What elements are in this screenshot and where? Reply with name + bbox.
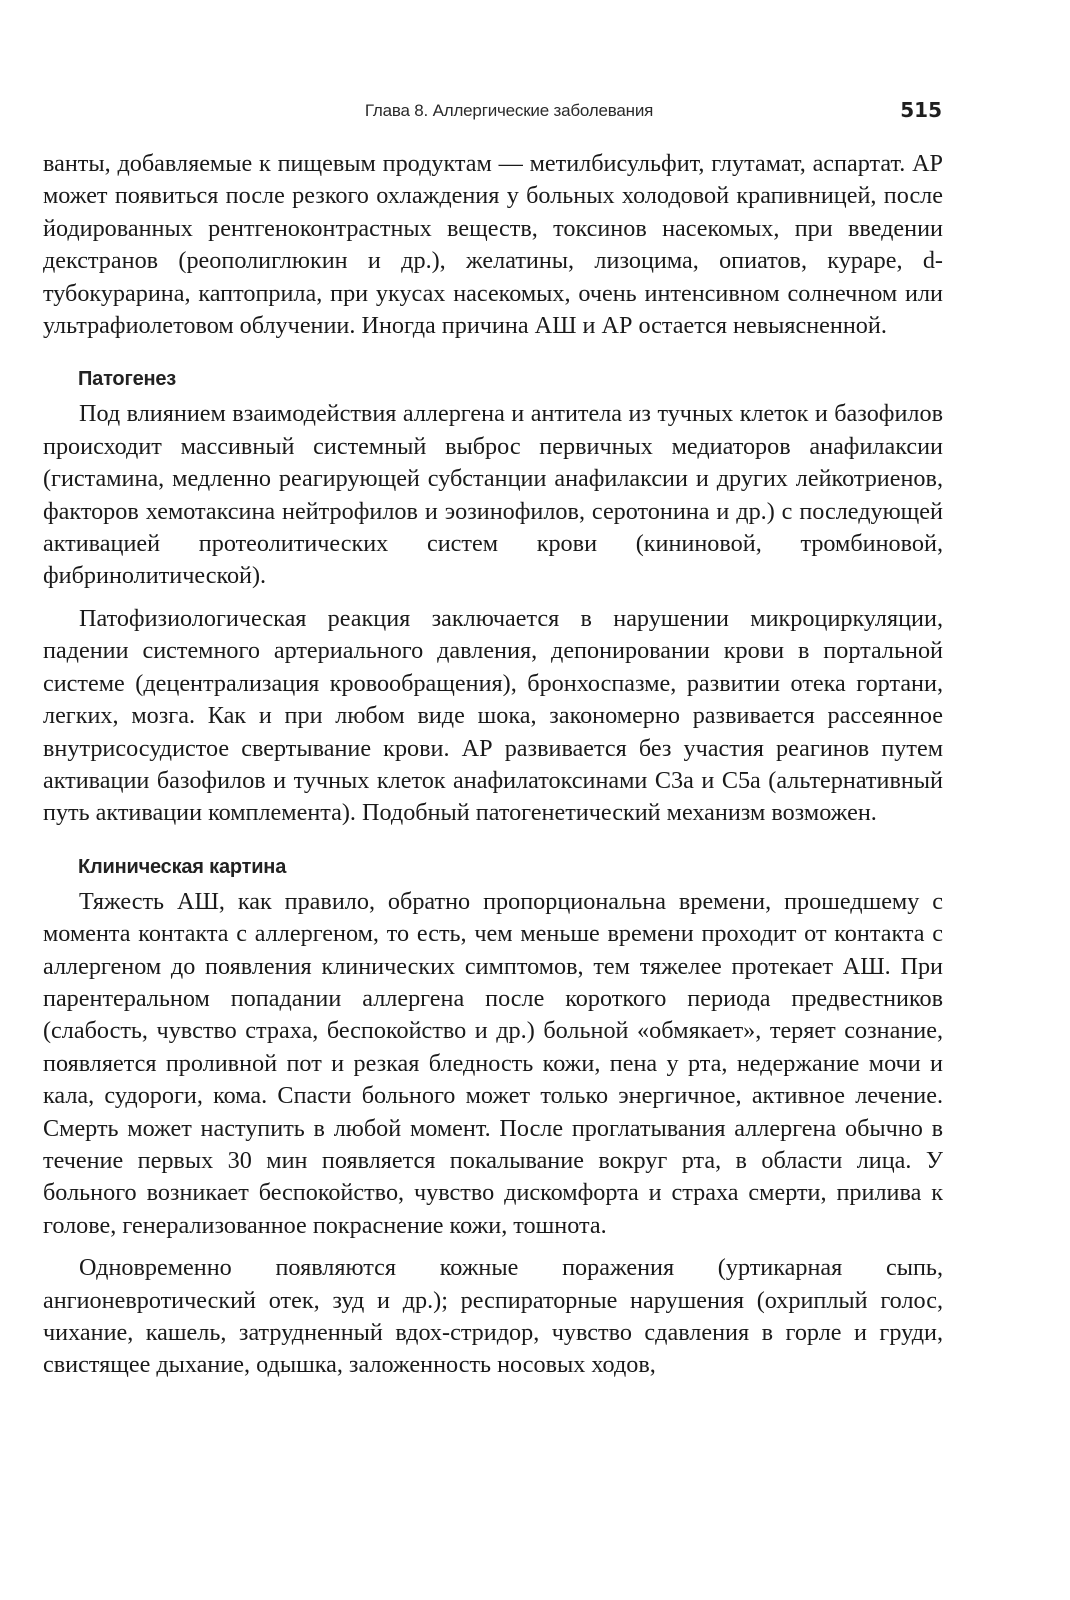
- chapter-title: Глава 8. Аллергические заболевания: [364, 101, 654, 120]
- paragraph-clinical-1: Тяжесть АШ, как правило, обратно пропорциональна времени, прошедшему с момента контакта с аллергеном, то есть, чем меньше времени проходит от контакта с аллергеном до появления клинических симптомов, тем тяжелее протекает АШ. При парентеральном попадании аллергена после короткого периода предвестников (слабость, чувство страха, беспокойство и др.) больной «обмякает», теряет сознание, появляется проливной пот и резкая бледность кожи, пена у рта, недержание мочи и кала, судороги, кома. Спасти больного может только энергичное, активное лечение. Смерть может наступить в любой момент. После проглатывания аллергена обычно в течение первых 30 мин появляется покалывание вокруг рта, в области лица. У больного возникает беспокойство, чувство дискомфорта и страха смерти, прилива к голове, генерализованное покраснение кожи, тошнота.: [43, 887, 943, 1239]
- page-number: 515: [900, 98, 942, 122]
- running-head: [76, 98, 942, 128]
- section-heading-clinical: Клиническая картина: [78, 855, 287, 878]
- paragraph-pathogenesis-1: Под влиянием взаимодействия аллергена и антитела из тучных клеток и базофилов происходит массивный системный выброс первичных медиаторов анафилаксии (гистамина, медленно реагирующей субстанции анафилаксии и других лейкотриенов, факторов хемотаксина нейтрофилов и эозинофилов, серотонина и др.) с последующей активацией протеолитических систем крови (кининовой, тромбиновой, фибринолитической).: [43, 400, 943, 590]
- paragraph-intro: ванты, добавляемые к пищевым продуктам — метилбисульфит, глутамат, аспартат. АР может появиться после резкого охлаждения у больных холодовой крапивницей, после йодированных рентгеноконтрастных веществ, токсинов насекомых, при введении декстранов (реополиглюкин и др.), желатины, лизоцима, опиатов, кураре, d-тубокурарина, каптоприла, при укусах насекомых, очень интенсивном солнечном или ультрафиолетовом облучении. Иногда причина АШ и АР остается невыясненной.: [43, 150, 943, 340]
- paragraph-clinical-2: Одновременно появляются кожные поражения (уртикарная сыпь, ангионевротический отек, зуд и др.); респираторные нарушения (охриплый голос, чихание, кашель, затрудненный вдох-стридор, чувство сдавления в горле и груди, свистящее дыхание, одышка, заложенность носовых ходов,: [43, 1254, 943, 1379]
- paragraph-pathogenesis-2: Патофизиологическая реакция заключается в нарушении микроциркуляции, падении системного артериального давления, депонировании крови в портальной системе (децентрализация кровообращения), бронхоспазме, развитии отека гортани, легких, мозга. Как и при любом виде шока, закономерно развивается рассеянное внутрисосудистое свертывание крови. АР развивается без участия реагинов путем активации базофилов и тучных клеток анафилатоксинами С3а и С5а (альтернативный путь активации комплемента). Подобный патогенетический механизм возможен.: [43, 604, 943, 827]
- section-heading-pathogenesis: Патогенез: [78, 368, 177, 391]
- page-body: [43, 148, 943, 1382]
